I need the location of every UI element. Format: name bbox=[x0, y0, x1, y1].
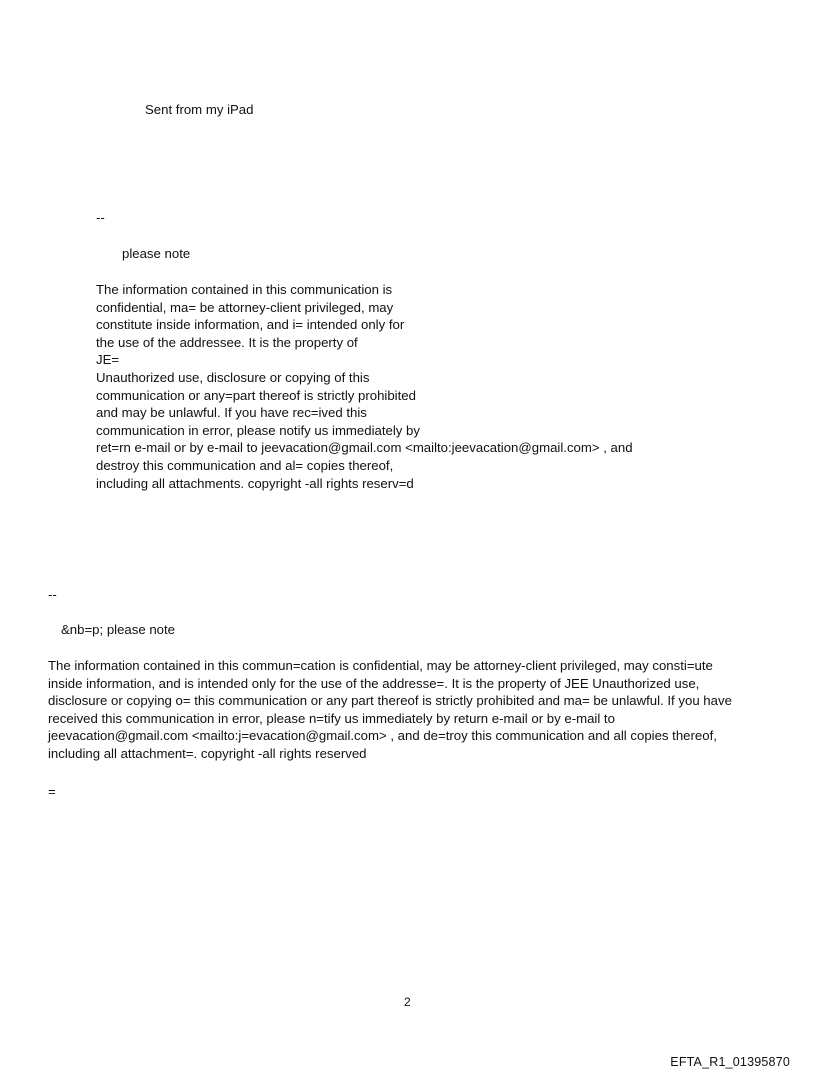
separator-2: -- bbox=[48, 587, 57, 602]
disclaimer-block-1 bbox=[96, 281, 633, 492]
disclaimer-1-line: Unauthorized use, disclosure or copying of this bbox=[96, 369, 370, 385]
note-heading-1: please note bbox=[122, 246, 191, 261]
trailing-equals: = bbox=[48, 784, 56, 799]
disclaimer-2-line: inside information, and is intended only for the use of the addresse=. It is the property of JEE Unauthorized use, bbox=[48, 675, 700, 691]
disclaimer-1-line: including all attachments. copyright -all rights reserv=d bbox=[96, 475, 414, 491]
disclaimer-2-line: jeevacation@gmail.com <mailto:j=evacation@gmail.com> , and de=troy this communication and all copies thereof, bbox=[48, 728, 717, 744]
disclaimer-block-2 bbox=[48, 657, 732, 763]
separator-1: -- bbox=[96, 210, 105, 225]
note-heading-2: &nb=p; please note bbox=[61, 622, 176, 637]
disclaimer-1-line: communication or any=part thereof is strictly prohibited bbox=[96, 387, 416, 403]
signature-line: Sent from my iPad bbox=[145, 102, 254, 117]
disclaimer-1-line: ret=rn e-mail or by e-mail to jeevacation@gmail.com <mailto:jeevacation@gmail.com> , and bbox=[96, 440, 633, 456]
disclaimer-1-line: and may be unlawful. If you have rec=ived this bbox=[96, 405, 367, 421]
disclaimer-1-line: confidential, ma= be attorney-client privileged, may bbox=[96, 299, 394, 315]
disclaimer-2-line: including all attachment=. copyright -all rights reserved bbox=[48, 745, 367, 761]
disclaimer-2-line: disclosure or copying o= this communication or any part thereof is strictly prohibited and ma= be unlawful. If you have bbox=[48, 693, 732, 709]
disclaimer-2-line: The information contained in this commun=cation is confidential, may be attorney-client privileged, may consti=ute bbox=[48, 658, 713, 673]
page-number: 2 bbox=[404, 995, 411, 1009]
disclaimer-1-line: JE= bbox=[96, 352, 120, 368]
disclaimer-2-line: received this communication in error, please n=tify us immediately by return e-mail or by e-mail to bbox=[48, 710, 615, 726]
disclaimer-1-line: destroy this communication and al= copies thereof, bbox=[96, 457, 394, 473]
disclaimer-1-line: communication in error, please notify us immediately by bbox=[96, 422, 420, 438]
disclaimer-1-line: constitute inside information, and i= intended only for bbox=[96, 317, 405, 333]
disclaimer-1-line: The information contained in this communication is bbox=[96, 282, 393, 297]
disclaimer-1-line: the use of the addressee. It is the property of bbox=[96, 334, 358, 350]
bates-number: EFTA_R1_01395870 bbox=[670, 1055, 790, 1069]
